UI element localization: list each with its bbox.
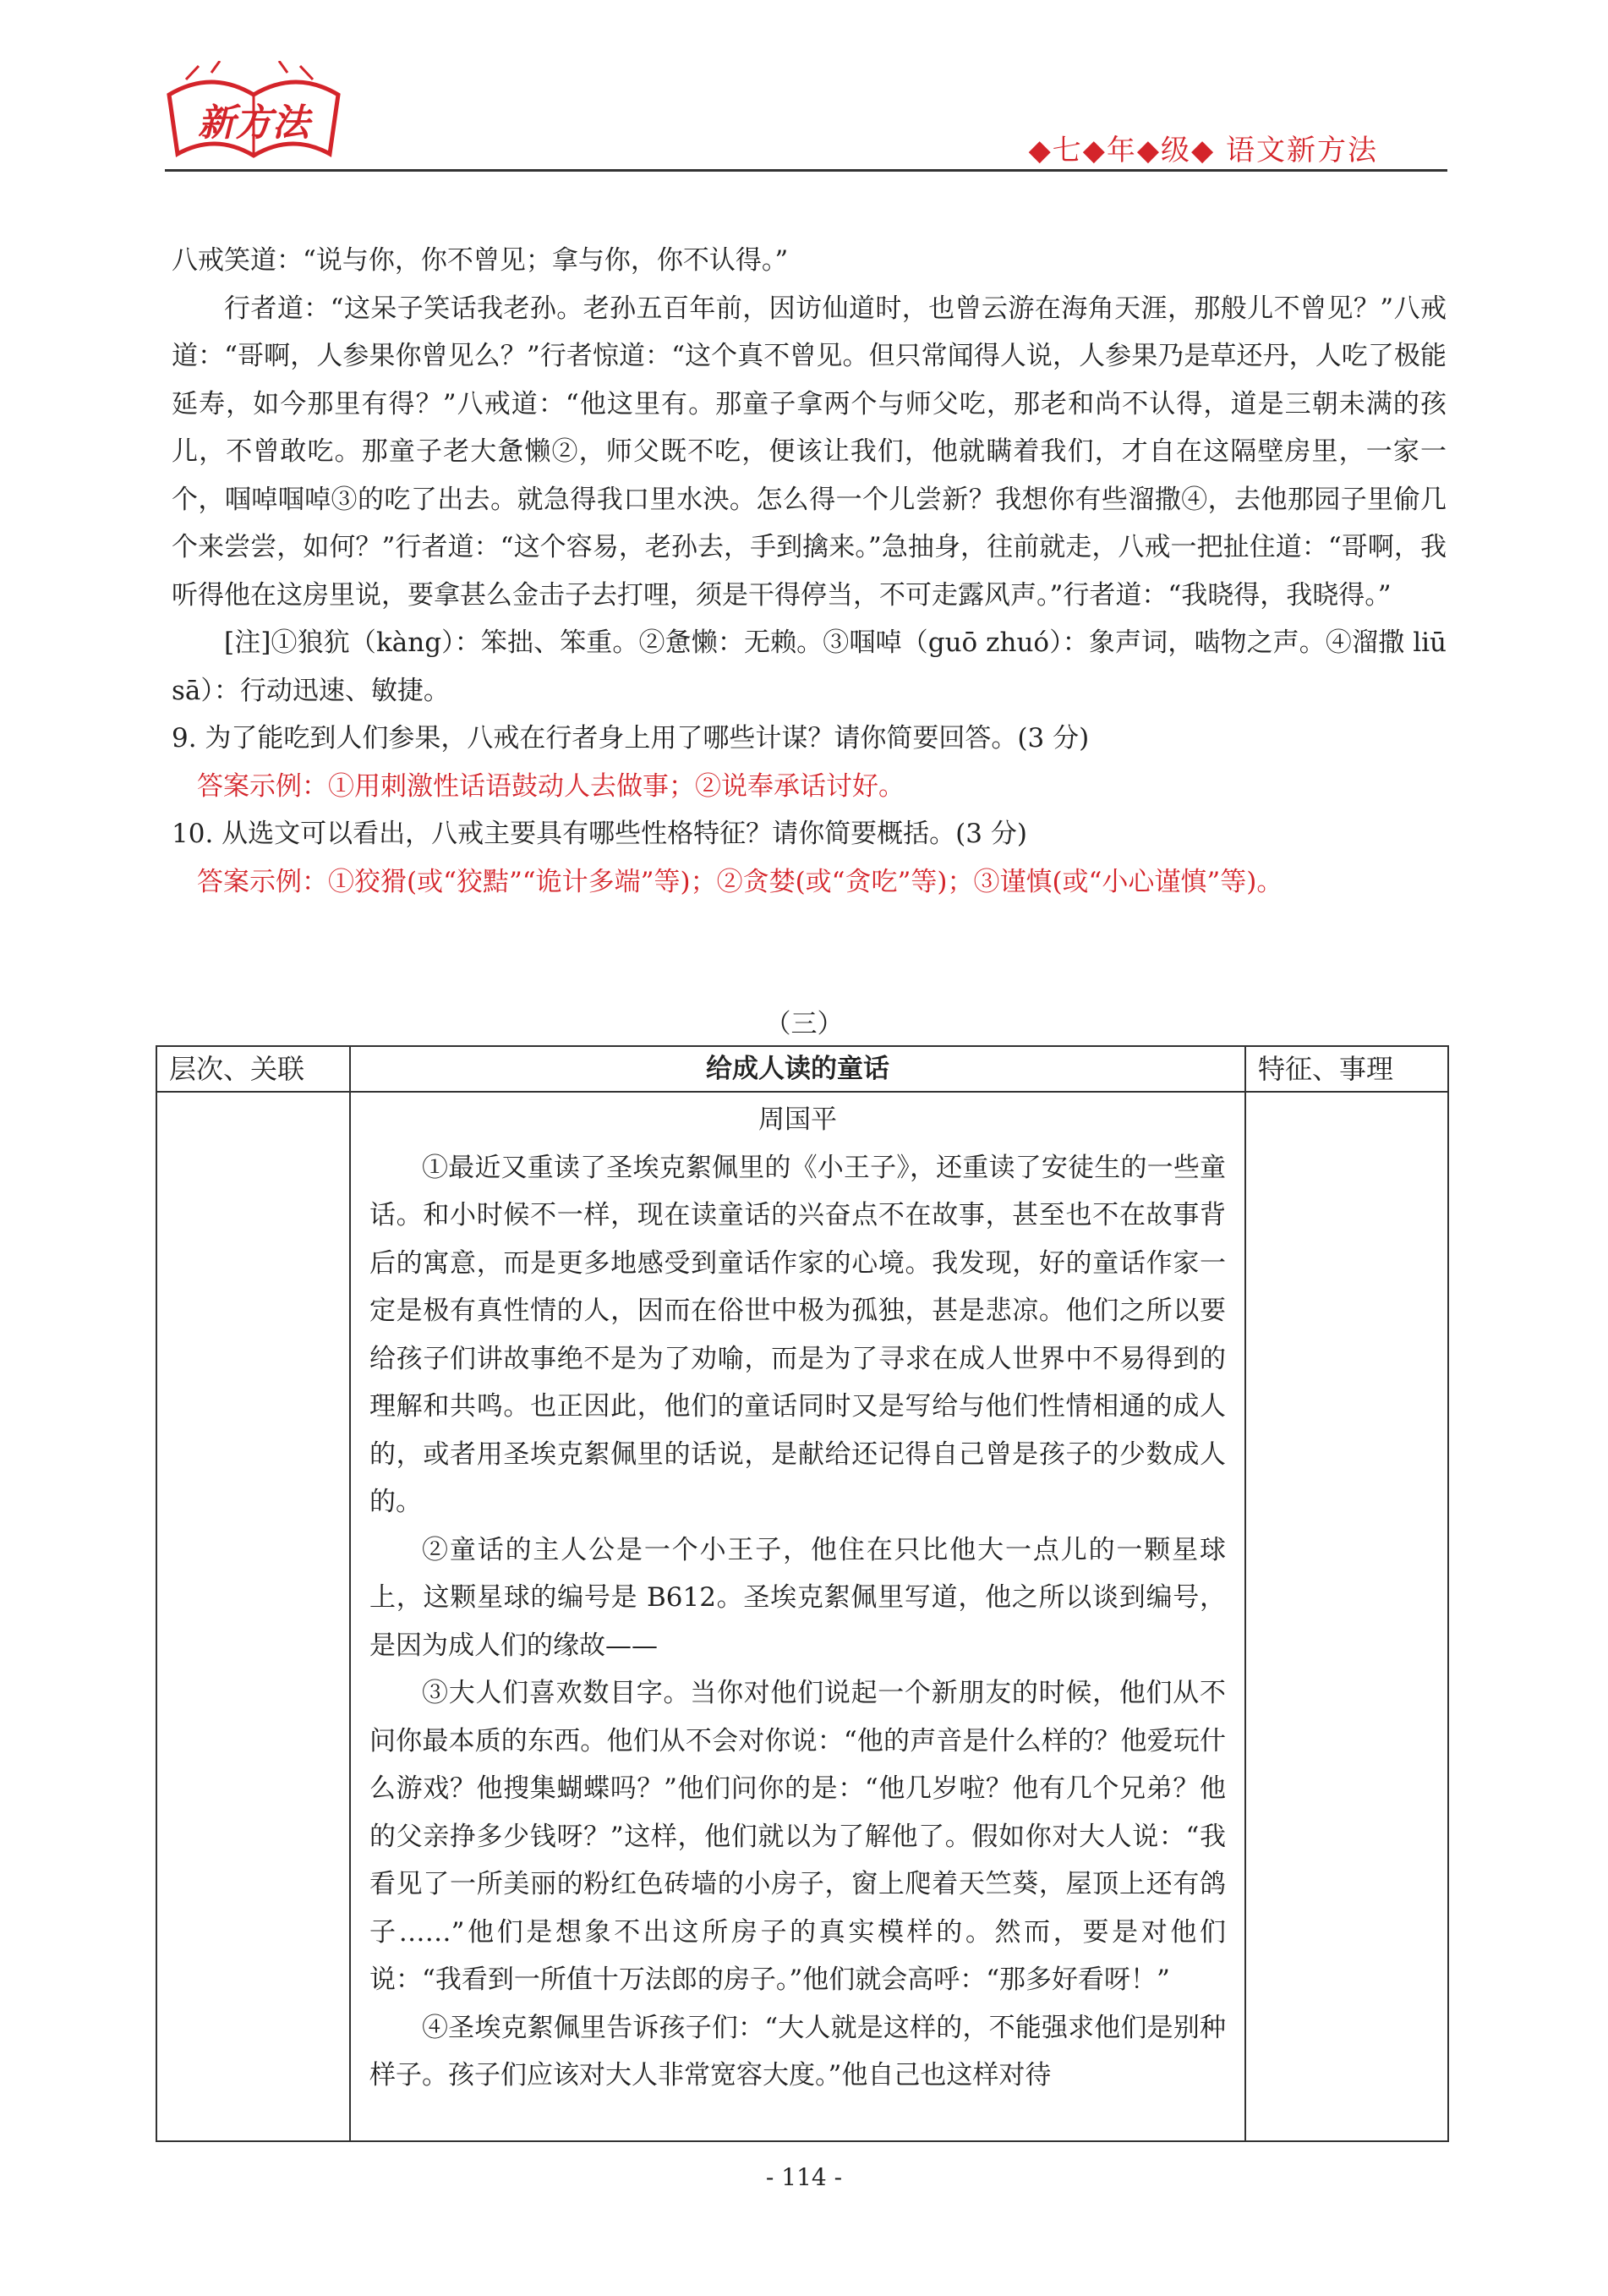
article-paragraph: ③大人们喜欢数目字。当你对他们说起一个新朋友的时候，他们从不问你最本质的东西。他们从不会对你说：“他的声音是什么样的？他爱玩什么游戏？他搜集蝴蝶吗？”他们问你的是：“他几岁啦？他有几个兄弟？他的父亲挣多少钱呀？”这样，他们就以为了解他了。假如你对大人说：“我看见了一所美丽的粉红色砖墙的小房子，窗上爬着天竺葵，屋顶上还有鸽子……”他们是想象不出这所房子的真实模样的。然而，要是对他们说：“我看到一所值十万法郎的房子。”他们就会高呼：“那多好看呀！” (369, 1678, 1226, 1995)
article-paragraph: ②童话的主人公是一个小王子，他住在只比他大一点儿的一颗星球上，这颗星球的编号是 B612。圣埃克絮佩里写道，他之所以谈到编号，是因为成人们的缘故—— (369, 1534, 1226, 1661)
question-10: 10. 从选文可以看出，八戒主要具有哪些性格特征？请你简要概括。(3 分) (172, 819, 1027, 849)
left-annotation-column (157, 1047, 351, 2140)
article-paragraph: ①最近又重读了圣埃克絮佩里的《小王子》，还重读了安徒生的一些童话。和小时候不一样，现在读童话的兴奋点不在故事，甚至也不在故事背后的寓意，而是更多地感受到童话作家的心境。我发现，好的童话作家一定是极有真性情的人，因而在俗世中极为孤独，甚是悲凉。他们之所以要给孩子们讲故事绝不是为了劝喻，而是为了寻求在成人世界中不易得到的理解和共鸣。也正因此，他们的童话同时又是写给与他们性情相通的成人的，或者用圣埃克絮佩里的话说，是献给还记得自己曾是孩子的少数成人的。 (369, 1152, 1226, 1517)
logo-book-icon (161, 61, 347, 171)
article-column (351, 1047, 1244, 2140)
left-column-header: 层次、关联 (157, 1047, 349, 1093)
page-number: - 114 - (765, 2163, 843, 2191)
header-divider (165, 169, 1447, 172)
section-title: （三） (764, 1009, 844, 1039)
article-paragraph: ④圣埃克絮佩里告诉孩子们：“大人就是这样的，不能强求他们是别种样子。孩子们应该对大人非常宽容大度。”他自己也这样对待 (369, 2012, 1226, 2091)
article-title: 给成人读的童话 (351, 1047, 1244, 1093)
question-9: 9. 为了能吃到人们参果，八戒在行者身上用了哪些计谋？请你简要回答。(3 分) (172, 723, 1090, 753)
answer-9: 答案示例：①用刺激性话语鼓动人去做事；②说奉承话讨好。 (197, 770, 905, 802)
header-tag: ◆七◆年◆级◆ 语文新方法 (1028, 134, 1378, 167)
passage (172, 237, 1447, 906)
article-author: 周国平 (758, 1104, 837, 1135)
logo-text: 新方法 (198, 101, 309, 145)
answer-10: 答案示例：①狡猾(或“狡黠”“诡计多端”等)；②贪婪(或“贪吃”等)；③谨慎(或“小心谨慎”等)。 (197, 866, 1283, 897)
passage-paragraph: 八戒笑道：“说与你，你不曾见；拿与你，你不认得。” (172, 245, 789, 276)
passage-note: [注]①狼犺（kàng）：笨拙、笨重。②惫懒：无赖。③啯啅（guō zhuó）：象声词，啮物之声。④溜撒 liū sā）：行动迅速、敏捷。 (172, 627, 1447, 706)
passage-paragraph: 行者道：“这呆子笑话我老孙。老孙五百年前，因访仙道时，也曾云游在海角天涯，那般儿不曾见？”八戒道：“哥啊，人参果你曾见么？”行者惊道：“这个真不曾见。但只常闻得人说，人参果乃是草还丹，人吃了极能延寿，如今那里有得？”八戒道：“他这里有。那童子拿两个与师父吃，那老和尚不认得，道是三朝未满的孩儿，不曾敢吃。那童子老大惫懒②，师父既不吃，便该让我们，他就瞒着我们，才自在这隔壁房里，一家一个，啯啅啯啅③的吃了出去。就急得我口里水泱。怎么得一个儿尝新？我想你有些溜撒④，去他那园子里偷几个来尝尝，如何？”行者道：“这个容易，老孙去，手到擒来。”急抽身，往前就走，八戒一把扯住道：“哥啊，我听得他在这房里说，要拿甚么金击子去打哩，须是干得停当，不可走露风声。”行者道：“我晓得，我晓得。” (172, 293, 1447, 611)
reading-table (156, 1045, 1449, 2142)
article-body (351, 1093, 1244, 2100)
logo (161, 61, 347, 171)
right-annotation-column (1244, 1047, 1447, 2140)
right-column-header: 特征、事理 (1246, 1047, 1447, 1093)
